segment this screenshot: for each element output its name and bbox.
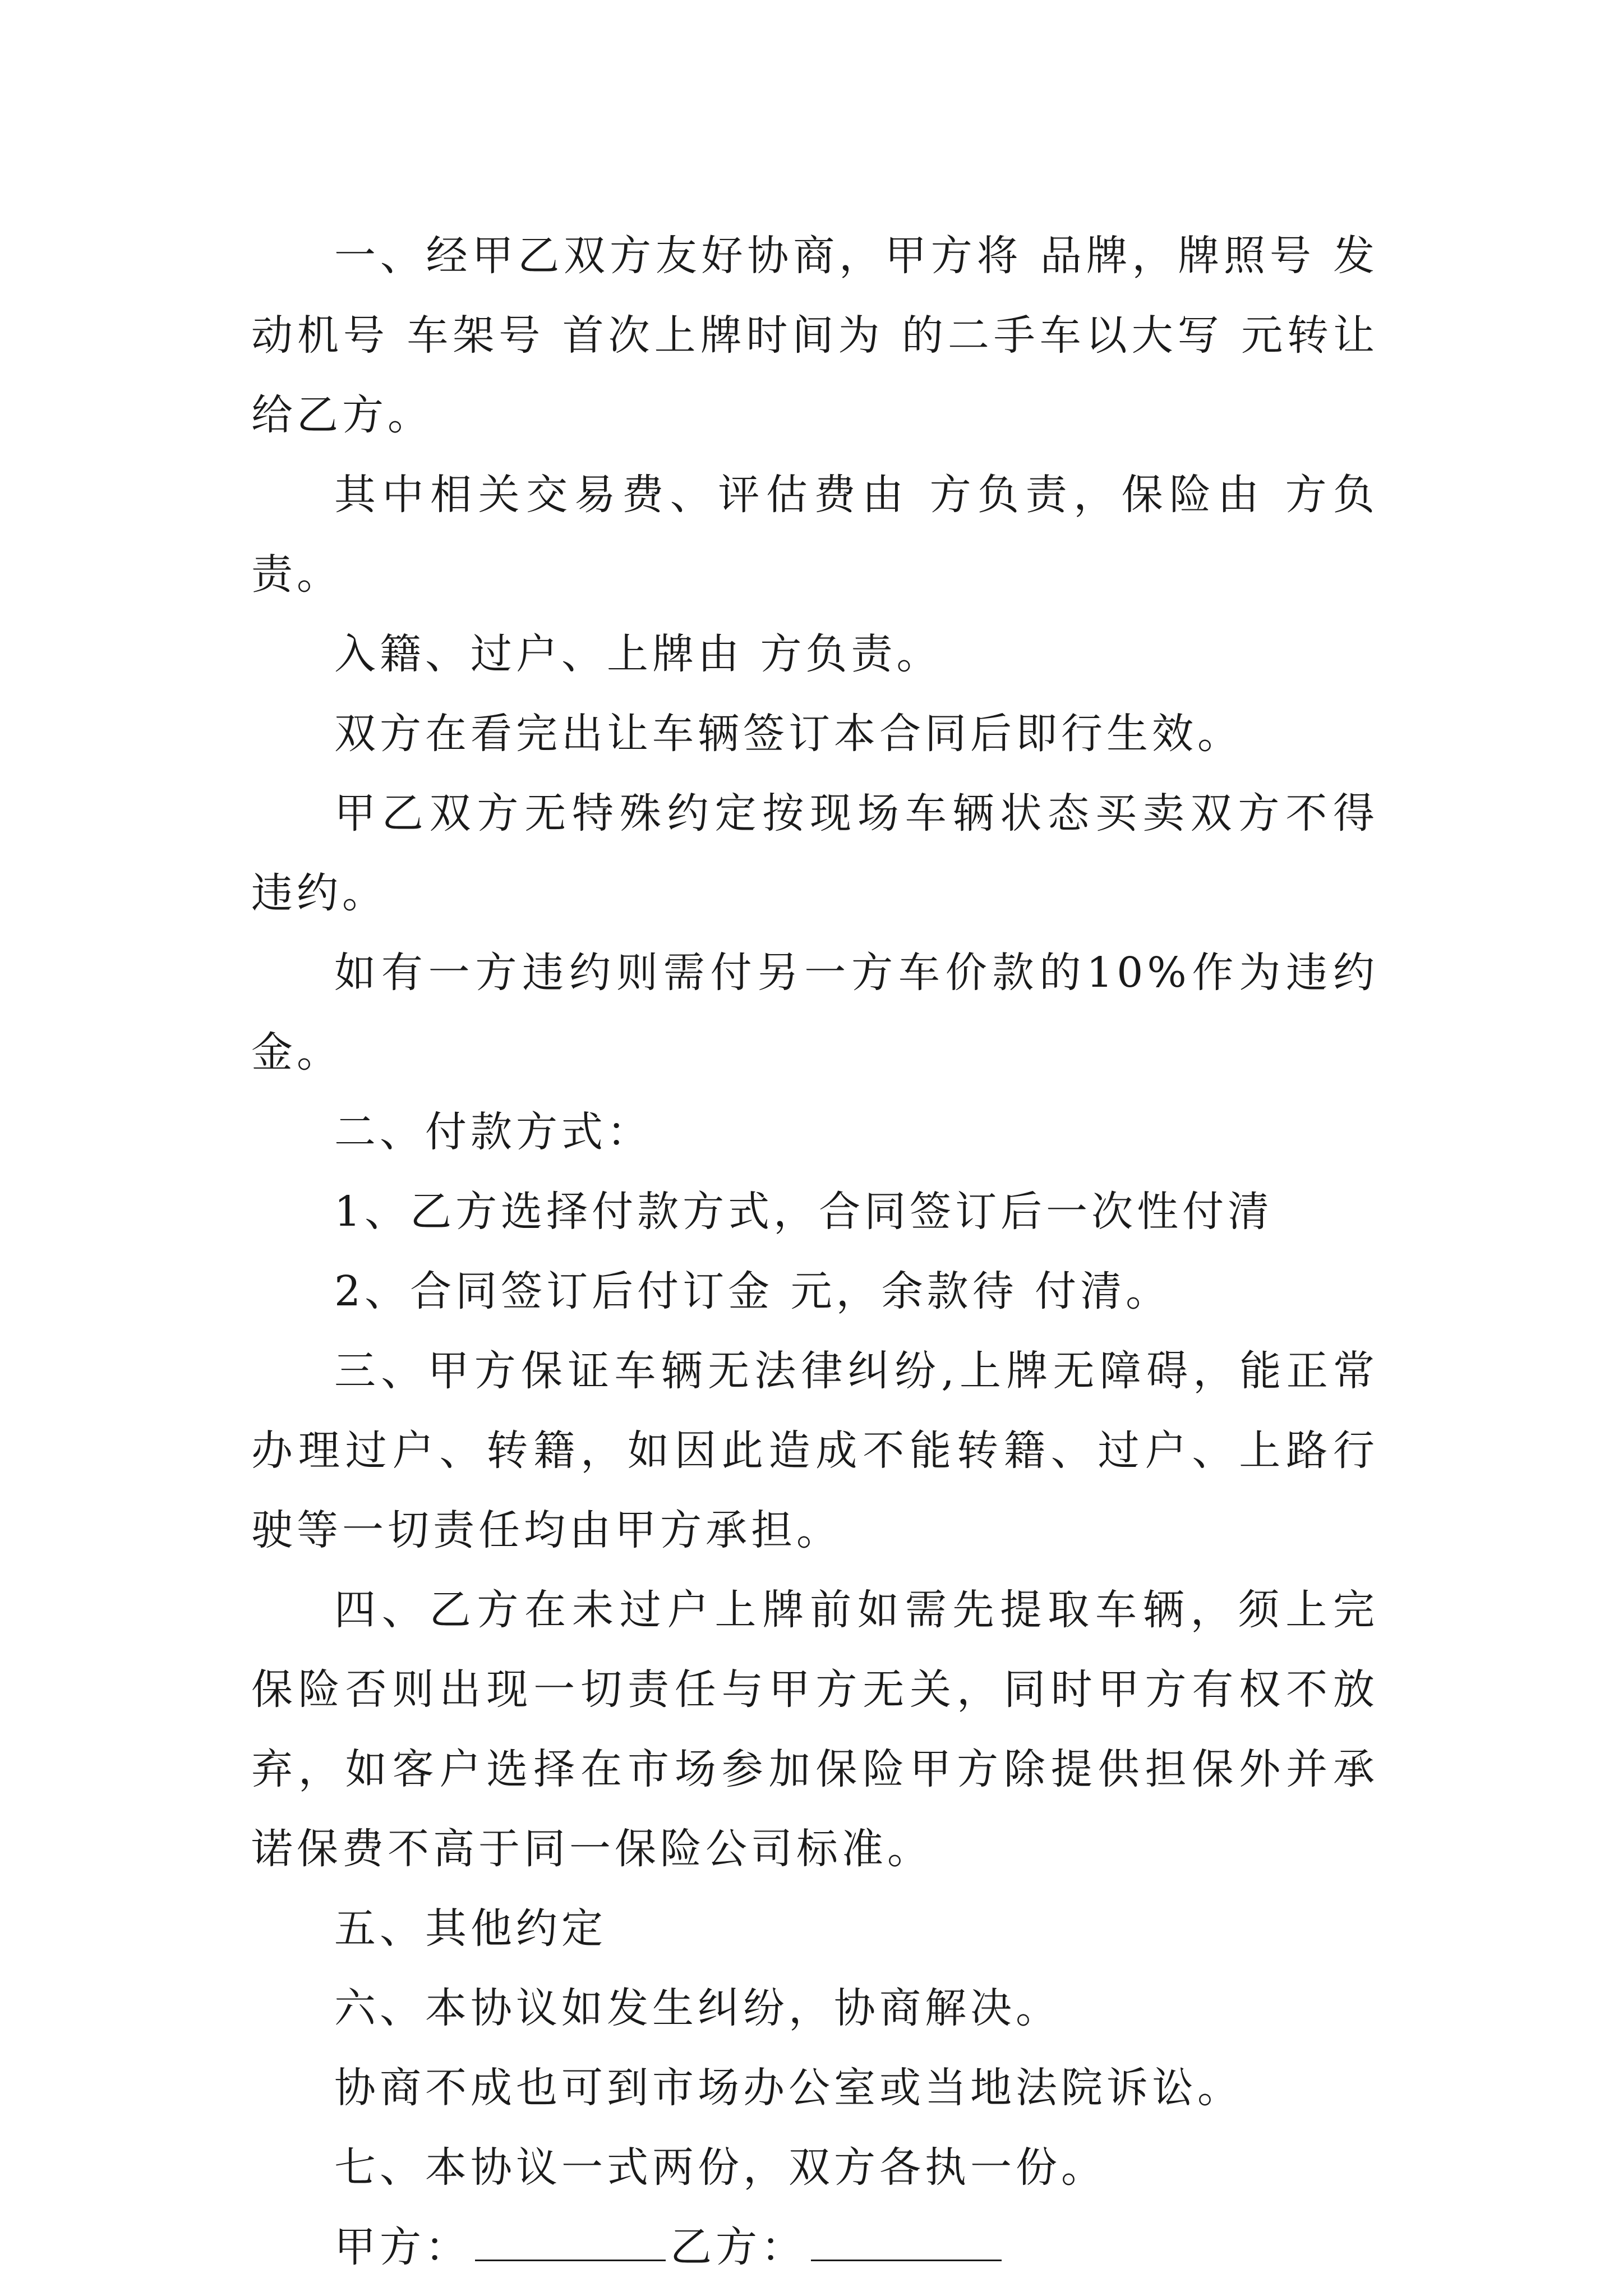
party-b-signature-line[interactable] bbox=[811, 2220, 1002, 2261]
clause-dispute-court: 协商不成也可到市场办公室或当地法院诉讼。 bbox=[334, 2064, 1243, 2112]
party-a-signature-line[interactable] bbox=[475, 2220, 666, 2261]
clause-3-guarantee: 三、甲方保证车辆无法律纠纷,上牌无障碍，能正常办理过户、转籍，如因此造成不能转籍、过户、上路行驶等一切责任均由甲方承担。 bbox=[251, 1347, 1378, 1554]
clause-1-transfer: 一、经甲乙双方友好协商，甲方将 品牌，牌照号 发动机号 车架号 首次上牌时间为 的二手车以大写 元转让给乙方。 bbox=[251, 232, 1378, 439]
contract-body bbox=[251, 216, 1378, 2287]
party-b-label: 乙方： bbox=[670, 2223, 806, 2271]
payment-option-1: 1、乙方选择付款方式，合同签订后一次性付清 bbox=[334, 1188, 1274, 1236]
clause-6-dispute: 六、本协议如发生纠纷，协商解决。 bbox=[334, 1984, 1061, 2032]
clause-fees: 其中相关交易费、评估费由 方负责，保险由 方负责。 bbox=[251, 471, 1378, 599]
clause-2-payment-heading: 二、付款方式： bbox=[334, 1108, 652, 1156]
clause-penalty: 如有一方违约则需付另一方车价款的10%作为违约金。 bbox=[251, 949, 1378, 1076]
party-a-label: 甲方： bbox=[334, 2223, 471, 2271]
clause-4-insurance: 四、乙方在未过户上牌前如需先提取车辆，须上完保险否则出现一切责任与甲方无关，同时甲方有权不放弃，如客户选择在市场参加保险甲方除提供担保外并承诺保费不高于同一保险公司标准。 bbox=[251, 1586, 1378, 1873]
clause-7-copies: 七、本协议一式两份，双方各执一份。 bbox=[334, 2143, 1106, 2192]
clause-as-is: 甲乙双方无特殊约定按现场车辆状态买卖双方不得违约。 bbox=[251, 789, 1378, 917]
signature-row bbox=[251, 2207, 1378, 2287]
payment-option-2: 2、合同签订后付订金 元，余款待 付清。 bbox=[334, 1267, 1172, 1315]
clause-5-other: 五、其他约定 bbox=[334, 1904, 607, 1953]
clause-effective: 双方在看完出让车辆签订本合同后即行生效。 bbox=[334, 710, 1243, 758]
clause-registration: 入籍、过户、上牌由 方负责。 bbox=[334, 630, 942, 678]
